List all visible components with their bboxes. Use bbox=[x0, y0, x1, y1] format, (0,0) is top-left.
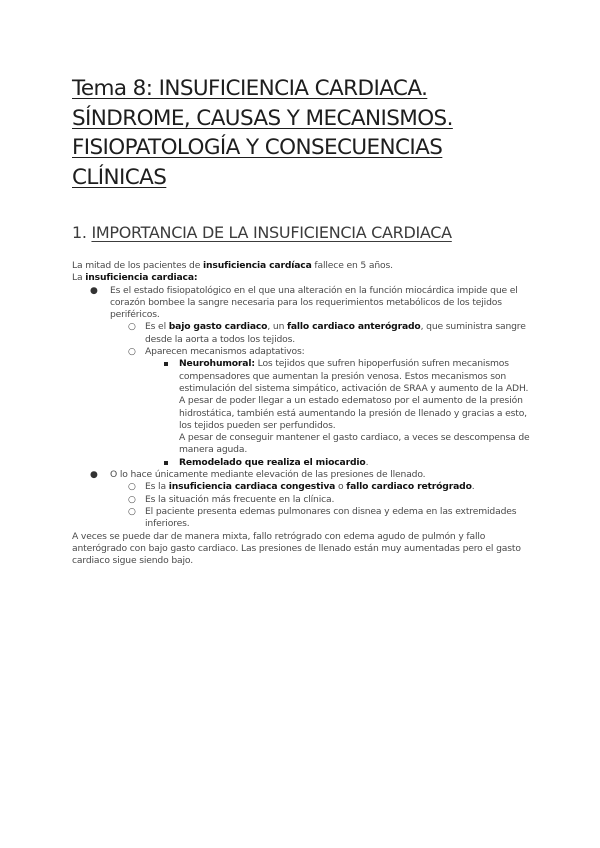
list-item-text: O lo hace únicamente mediante elevación de las presiones de llenado. bbox=[110, 469, 426, 481]
sub-sub-list bbox=[145, 358, 534, 469]
bullet-icon: ● bbox=[90, 470, 98, 481]
list-item-text: Aparecen mecanismos adaptativos: bbox=[145, 346, 305, 358]
bold-term: insuficiencia cardíaca bbox=[203, 260, 312, 271]
list-item-text: Los tejidos que sufren hipoperfusión sufren mecanismos compensadores que aumentan la presión venosa. Estos mecanismos son estimulación del sistema simpático, activación de SRAA y aumento de la ADH. A pesar de poder llegar a un estado edematoso por el aumento de la presión hidrostática, también está aumentando la presión de llenado y gracias a esto, los tejidos pueden ser perfundidos. bbox=[179, 358, 529, 431]
list-item bbox=[72, 285, 534, 469]
circle-bullet-icon: ○ bbox=[128, 347, 136, 358]
bold-term: fallo cardiaco anterógrado bbox=[287, 321, 421, 333]
sub-list bbox=[110, 481, 534, 530]
bullet-icon: ● bbox=[90, 285, 98, 296]
circle-bullet-icon: ○ bbox=[128, 506, 136, 517]
list-item bbox=[110, 481, 534, 493]
text-run: Es el bbox=[145, 321, 169, 333]
list-item bbox=[145, 457, 534, 469]
square-bullet-icon bbox=[164, 461, 168, 465]
text-run: fallece en 5 años. bbox=[311, 260, 393, 271]
title-line-3: FISIOPATOLOGÍA Y CONSECUENCIAS bbox=[72, 135, 443, 160]
list-item-text: El paciente presenta edemas pulmonares con disnea y edema en las extremidades inferiores. bbox=[145, 505, 517, 530]
title-line-1: Tema 8: INSUFICIENCIA CARDIACA. bbox=[72, 76, 428, 101]
text-run: La bbox=[72, 272, 86, 284]
list-item-text: Es el estado fisiopatológico en el que una alteración en la función miocárdica impide que el corazón bombee la sangre necesaria para los requerimientos metabólicos de los tejidos periféricos. bbox=[110, 284, 518, 321]
circle-bullet-icon: ○ bbox=[128, 494, 136, 505]
bold-term: insuficiencia cardiaca: bbox=[85, 272, 198, 284]
bold-term: insuficiencia cardiaca congestiva bbox=[168, 481, 336, 493]
text-run: La mitad de los pacientes de bbox=[72, 260, 203, 271]
circle-bullet-icon: ○ bbox=[128, 322, 136, 333]
list-item bbox=[145, 358, 534, 456]
circle-bullet-icon: ○ bbox=[128, 482, 136, 493]
document-body bbox=[72, 260, 534, 567]
list-item-continuation: A pesar de conseguir mantener el gasto cardiaco, a veces se descompensa de manera aguda. bbox=[179, 432, 530, 456]
section-title: IMPORTANCIA DE LA INSUFICIENCIA CARDIACA bbox=[91, 223, 452, 242]
list-item bbox=[110, 494, 534, 506]
text-run: , que suministra sangre desde la aorta a todos los tejidos. bbox=[145, 321, 526, 345]
list-item bbox=[110, 506, 534, 531]
title-line-2: SÍNDROME, CAUSAS Y MECANISMOS. bbox=[72, 105, 453, 131]
intro-paragraph bbox=[72, 260, 534, 272]
square-bullet-icon bbox=[164, 362, 168, 366]
definition-lead bbox=[72, 272, 534, 284]
bold-term: fallo cardiaco retrógrado bbox=[346, 481, 472, 493]
main-bullet-list bbox=[72, 285, 534, 531]
list-item bbox=[110, 346, 534, 469]
bold-term: Remodelado que realiza el miocardio bbox=[179, 456, 366, 468]
section-number: 1. bbox=[72, 223, 92, 242]
title-line-4: CLÍNICAS bbox=[72, 164, 167, 190]
page-title bbox=[72, 74, 542, 192]
text-run: , un bbox=[267, 321, 288, 333]
list-item-text: Es la situación más frecuente en la clínica. bbox=[145, 493, 335, 505]
bold-term: Neurohumoral: bbox=[179, 358, 255, 370]
text-run: Es la bbox=[145, 481, 169, 493]
list-item bbox=[110, 321, 534, 346]
text-run: . bbox=[471, 481, 475, 493]
text-run: o bbox=[335, 481, 347, 493]
text-run: . bbox=[365, 456, 369, 468]
closing-paragraph: A veces se puede dar de manera mixta, fallo retrógrado con edema agudo de pulmón y fallo anterógrado con bajo gasto cardiaco. Las presiones de llenado están muy aumentadas pero el gasto cardiaco sigue siendo bajo. bbox=[72, 530, 521, 567]
bold-term: bajo gasto cardiaco bbox=[168, 321, 268, 333]
sub-list bbox=[110, 321, 534, 469]
list-item bbox=[72, 469, 534, 530]
section-heading bbox=[72, 222, 452, 244]
